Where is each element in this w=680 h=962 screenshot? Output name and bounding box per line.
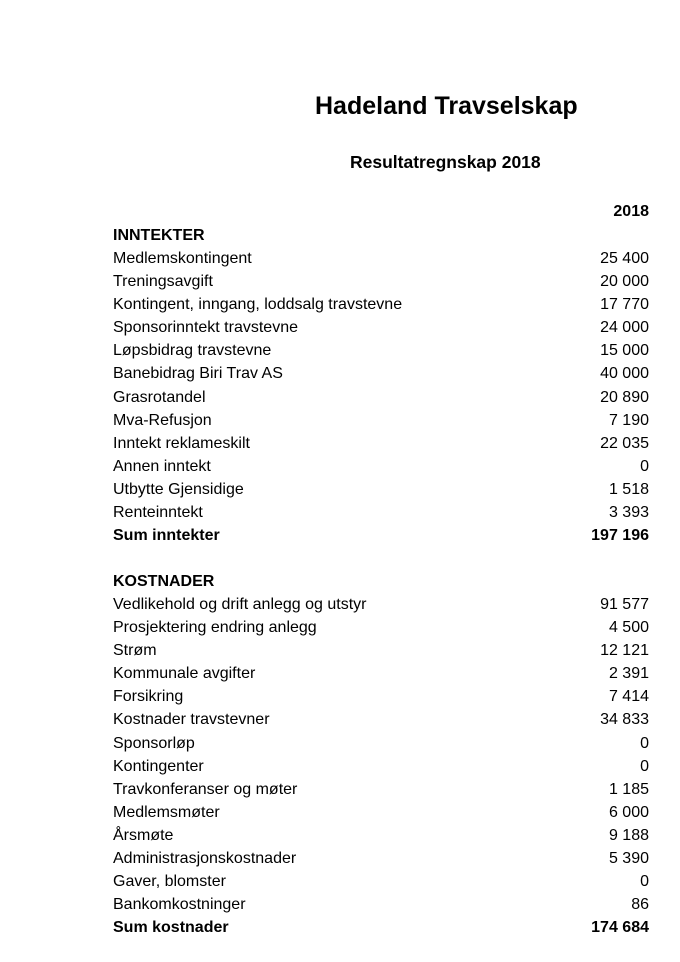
expense-row xyxy=(113,870,649,893)
income-row-amount: 7 190 xyxy=(608,411,649,429)
income-row-amount: 20 000 xyxy=(600,273,649,291)
income-row xyxy=(113,432,649,455)
expense-row xyxy=(113,732,649,755)
income-row xyxy=(113,316,649,339)
page-subtitle: Resultatregnskap 2018 xyxy=(350,152,541,172)
expense-row xyxy=(113,616,649,639)
income-row xyxy=(113,455,649,478)
income-row-amount: 25 400 xyxy=(600,250,649,267)
income-row xyxy=(113,478,649,501)
income-row xyxy=(113,409,649,432)
income-total-amount: 197 196 xyxy=(591,527,649,545)
expense-row-amount: 86 xyxy=(631,896,649,914)
expense-row-label: Medlemsmøter xyxy=(113,803,220,821)
expense-total-label: Sum kostnader xyxy=(113,919,229,937)
income-row-amount: 15 000 xyxy=(600,342,649,360)
expense-rows xyxy=(113,593,649,916)
expense-row-amount: 2 391 xyxy=(608,665,649,683)
income-row xyxy=(113,270,649,293)
expense-row xyxy=(113,593,649,616)
expense-row-amount: 34 833 xyxy=(600,711,649,729)
expense-row-amount: 6 000 xyxy=(608,803,649,821)
income-row xyxy=(113,247,649,270)
expense-row xyxy=(113,778,649,801)
income-row xyxy=(113,339,649,362)
income-rows xyxy=(113,247,649,524)
expense-row-label: Sponsorløp xyxy=(113,734,195,752)
income-row xyxy=(113,293,649,316)
income-row-amount: 22 035 xyxy=(600,434,649,452)
expense-row-amount: 4 500 xyxy=(608,619,649,637)
expense-row xyxy=(113,893,649,916)
expense-row-amount: 7 414 xyxy=(608,688,649,706)
income-row-label: Kontingent, inngang, loddsalg travstevne xyxy=(113,296,403,314)
income-heading: INNTEKTER xyxy=(113,227,205,244)
income-row xyxy=(113,386,649,409)
expense-row-label: Travkonferanser og møter xyxy=(113,780,298,798)
expense-row-label: Administrasjonskostnader xyxy=(113,850,297,868)
expense-row xyxy=(113,639,649,662)
expense-row-amount: 0 xyxy=(640,757,649,775)
expense-row xyxy=(113,685,649,708)
expense-row-amount: 91 577 xyxy=(600,596,649,613)
expense-row-label: Gaver, blomster xyxy=(113,873,226,891)
expense-row-label: Forsikring xyxy=(113,688,184,706)
expense-total-amount: 174 684 xyxy=(591,919,649,937)
expense-row-label: Prosjektering endring anlegg xyxy=(113,619,317,637)
income-row-label: Utbytte Gjensidige xyxy=(113,480,244,498)
expense-row-amount: 0 xyxy=(640,873,649,891)
expense-row-label: Kostnader travstevner xyxy=(113,711,270,729)
income-row-label: Treningsavgift xyxy=(113,273,213,291)
year-column-header: 2018 xyxy=(613,203,649,220)
income-row-amount: 17 770 xyxy=(600,296,649,314)
expense-row-amount: 12 121 xyxy=(600,642,649,660)
expense-row xyxy=(113,708,649,731)
income-row-label: Medlemskontingent xyxy=(113,250,252,267)
expense-row xyxy=(113,755,649,778)
expense-row xyxy=(113,824,649,847)
income-row xyxy=(113,362,649,385)
income-row-label: Inntekt reklameskilt xyxy=(113,434,250,452)
income-row-label: Grasrotandel xyxy=(113,388,206,406)
income-row-label: Annen inntekt xyxy=(113,457,211,475)
income-row-amount: 1 518 xyxy=(608,480,649,498)
expense-row-amount: 0 xyxy=(640,734,649,752)
income-total-label: Sum inntekter xyxy=(113,527,220,545)
income-row-amount: 0 xyxy=(640,457,649,475)
expense-row-label: Bankomkostninger xyxy=(113,896,246,914)
expense-row-amount: 9 188 xyxy=(608,826,649,844)
income-row-label: Sponsorinntekt travstevne xyxy=(113,319,298,337)
income-row-label: Renteinntekt xyxy=(113,504,203,522)
expense-heading: KOSTNADER xyxy=(113,573,215,590)
income-row-label: Mva-Refusjon xyxy=(113,411,212,429)
income-row-amount: 3 393 xyxy=(608,504,649,522)
expense-row-amount: 1 185 xyxy=(608,780,649,798)
income-total-row xyxy=(113,524,649,547)
income-section xyxy=(113,224,649,547)
expense-row xyxy=(113,662,649,685)
page-title: Hadeland Travselskap xyxy=(315,92,578,120)
expense-row-label: Årsmøte xyxy=(113,826,174,844)
income-row-label: Banebidrag Biri Trav AS xyxy=(113,365,283,383)
income-row xyxy=(113,501,649,524)
expense-section xyxy=(113,570,649,939)
expense-row xyxy=(113,847,649,870)
expense-row xyxy=(113,801,649,824)
income-row-amount: 20 890 xyxy=(600,388,649,406)
expense-row-label: Kommunale avgifter xyxy=(113,665,256,683)
expense-row-label: Strøm xyxy=(113,642,157,660)
expense-row-label: Kontingenter xyxy=(113,757,204,775)
income-row-label: Løpsbidrag travstevne xyxy=(113,342,272,360)
expense-row-amount: 5 390 xyxy=(608,850,649,868)
expense-total-row xyxy=(113,916,649,939)
expense-row-label: Vedlikehold og drift anlegg og utstyr xyxy=(113,596,367,613)
income-row-amount: 40 000 xyxy=(600,365,649,383)
income-row-amount: 24 000 xyxy=(600,319,649,337)
